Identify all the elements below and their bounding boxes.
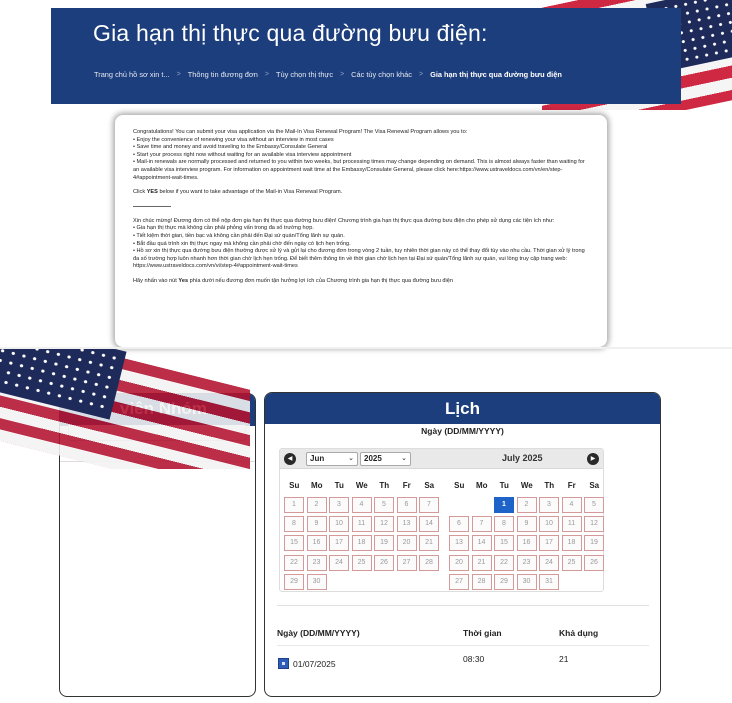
july-day-cell[interactable]: 7 xyxy=(472,516,492,532)
notice-vi-intro: Xin chúc mừng! Đương đơn có thể nộp đơn gia hạn thị thực qua đường bưu điện! Chương trình gia hạn thị thực qua đường bưu điện cho phép sử dụng các tiện ích như: xyxy=(133,217,555,224)
july-day-cell[interactable]: 1 xyxy=(494,497,514,513)
notice-en-bullet: • Enjoy the convenience of renewing your visa without an interview in most cases xyxy=(133,136,334,143)
july-day-cell[interactable]: 16 xyxy=(517,535,537,551)
weekday-label: We xyxy=(355,481,368,490)
july-day-cell[interactable]: 28 xyxy=(472,574,492,590)
june-day-cell[interactable]: 7 xyxy=(419,497,439,513)
weekday-label: Mo xyxy=(310,481,323,490)
july-day-cell[interactable]: 31 xyxy=(539,574,559,590)
weekday-label: Tu xyxy=(499,481,509,490)
notice-en-bullet: • Start your process right now without waiting for an available visa interview appointment xyxy=(133,151,352,158)
weekday-header-june xyxy=(283,481,441,490)
july-day-cell[interactable]: 22 xyxy=(494,555,514,571)
june-day-cell[interactable]: 22 xyxy=(284,555,304,571)
june-day-cell[interactable]: 1 xyxy=(284,497,304,513)
month-select[interactable]: Jun ⌄ xyxy=(306,452,358,466)
july-day-cell[interactable]: 6 xyxy=(449,516,469,532)
july-day-cell[interactable]: 20 xyxy=(449,555,469,571)
chevron-down-icon: ⌄ xyxy=(401,455,407,462)
slot-available-count: 21 xyxy=(559,654,569,664)
notice-en-intro: Congratulations! You can submit your visa application via the Mail-In Visa Renewal Program! The Visa Renewal Program allows you to: xyxy=(133,129,468,135)
page-title: Gia hạn thị thực qua đường bưu điện: xyxy=(93,20,488,46)
july-day-cell[interactable]: 30 xyxy=(517,574,537,590)
calendar-panel-title: Lịch xyxy=(445,399,480,418)
july-day-cell[interactable]: 8 xyxy=(494,516,514,532)
slots-row-divider xyxy=(277,645,649,646)
notice-en-bullet: • Save time and money and avoid traveling to the Embassy/Consulate General xyxy=(133,144,328,151)
july-day-cell[interactable]: 3 xyxy=(539,497,559,513)
breadcrumb-separator-icon: > xyxy=(340,71,345,78)
weekday-label: Th xyxy=(379,481,390,490)
june-day-cell[interactable]: 2 xyxy=(307,497,327,513)
slot-date: 01/07/2025 xyxy=(293,659,336,669)
july-day-cell[interactable]: 2 xyxy=(517,497,537,513)
june-day-cell[interactable]: 17 xyxy=(329,535,349,551)
breadcrumb-item-home[interactable]: Trang chủ hồ sơ xin t... xyxy=(94,70,170,79)
july-day-cell[interactable]: 14 xyxy=(472,535,492,551)
slot-select-checkbox[interactable] xyxy=(278,658,289,669)
june-day-cell[interactable]: 21 xyxy=(419,535,439,551)
june-day-cell[interactable]: 25 xyxy=(352,555,372,571)
june-day-cell[interactable]: 16 xyxy=(307,535,327,551)
slots-header-date: Ngày (DD/MM/YYYY) xyxy=(277,628,360,638)
weekday-label: Tu xyxy=(334,481,344,490)
chevron-down-icon: ⌄ xyxy=(348,455,354,462)
weekday-label: We xyxy=(520,481,533,490)
june-day-cell[interactable]: 15 xyxy=(284,535,304,551)
june-day-cell[interactable]: 29 xyxy=(284,574,304,590)
chevron-left-icon[interactable]: ◀ xyxy=(284,453,296,465)
june-day-cell[interactable]: 30 xyxy=(307,574,327,590)
june-day-cell[interactable]: 13 xyxy=(397,516,417,532)
notice-vi-bullet: • Tiết kiệm thời gian, tiền bạc và không cần phải đến Đại sứ quán/Tổng lãnh sự quán. xyxy=(133,232,345,239)
june-day-cell[interactable]: 24 xyxy=(329,555,349,571)
date-format-label: Ngày (DD/MM/YYYY) xyxy=(421,426,504,436)
july-day-cell[interactable]: 27 xyxy=(449,574,469,590)
notice-vi-cta: Hãy nhấn vào nút Yes phía dưới nếu đương đơn muốn tận hưởng lợi ích của Chương trình gia hạn thị thực qua đường bưu điện xyxy=(133,277,453,284)
july-day-cell[interactable]: 15 xyxy=(494,535,514,551)
july-day-cell[interactable]: 17 xyxy=(539,535,559,551)
june-day-cell[interactable]: 27 xyxy=(397,555,417,571)
weekday-label: Su xyxy=(289,481,300,490)
breadcrumb-separator-icon: > xyxy=(418,71,424,78)
weekday-header-july xyxy=(448,481,606,490)
notice-divider xyxy=(133,206,171,207)
july-day-cell[interactable]: 12 xyxy=(584,516,604,532)
chevron-right-icon[interactable]: ▶ xyxy=(587,453,599,465)
weekday-label: Fr xyxy=(402,481,411,490)
june-day-cell[interactable]: 19 xyxy=(374,535,394,551)
july-day-cell[interactable]: 24 xyxy=(539,555,559,571)
june-day-cell[interactable]: 6 xyxy=(397,497,417,513)
weekday-label: Mo xyxy=(475,481,488,490)
july-day-cell[interactable]: 25 xyxy=(562,555,582,571)
june-day-cell[interactable]: 12 xyxy=(374,516,394,532)
breadcrumb-item-applicant-info[interactable]: Thông tin đương đơn xyxy=(187,70,258,79)
datepicker-header xyxy=(280,449,603,469)
june-day-cell[interactable]: 23 xyxy=(307,555,327,571)
june-day-cell[interactable]: 8 xyxy=(284,516,304,532)
breadcrumb xyxy=(94,70,562,79)
july-day-cell[interactable]: 21 xyxy=(472,555,492,571)
july-day-cell[interactable]: 26 xyxy=(584,555,604,571)
july-day-cell[interactable]: 11 xyxy=(562,516,582,532)
page-header-banner xyxy=(51,8,681,104)
weekday-label: Sa xyxy=(424,481,435,490)
july-day-cell[interactable]: 4 xyxy=(562,497,582,513)
june-day-cell[interactable]: 14 xyxy=(419,516,439,532)
june-day-cell[interactable]: 4 xyxy=(352,497,372,513)
july-day-cell[interactable]: 29 xyxy=(494,574,514,590)
june-day-cell[interactable]: 5 xyxy=(374,497,394,513)
july-day-cell[interactable]: 23 xyxy=(517,555,537,571)
us-flag-decoration xyxy=(0,349,250,469)
july-day-cell[interactable]: 18 xyxy=(562,535,582,551)
july-day-cell[interactable]: 10 xyxy=(539,516,559,532)
weekday-label: Th xyxy=(544,481,555,490)
weekday-label: Su xyxy=(454,481,465,490)
july-day-cell[interactable]: 9 xyxy=(517,516,537,532)
june-day-cell[interactable]: 3 xyxy=(329,497,349,513)
weekday-label: Sa xyxy=(589,481,600,490)
notice-vi-bullet: • Bắt đầu quá trình xin thị thực ngay mà không cần phải chờ đến ngày có lịch hẹn trống. xyxy=(133,240,351,247)
breadcrumb-item-other-options[interactable]: Các tùy chọn khác xyxy=(351,70,412,79)
notice-vi-bullet: • Hồ sơ xin thị thực qua đường bưu điện thường được xử lý và gửi lại cho đương đơn trong vòng 2 tuần, tuy nhiên thời gian này có thể thay đổi tùy vào nhu cầu. Thời gian xử lý trong đa số trường hợp luôn nhanh hơn thời gian chờ lịch hẹn trống. Để biết thêm thông tin về thời gian chờ lịch hẹn tại Đại sứ quán/Tổng lãnh sự quán, vui lòng truy cập trang web: https://www.ustraveldocs.com/vn/vi/step-4#appointment-wait-times xyxy=(133,248,585,270)
breadcrumb-item-current: Gia hạn thị thực qua đường bưu điện xyxy=(430,70,562,79)
weekday-label: Fr xyxy=(567,481,576,490)
notice-vi-bullet: • Gia hạn thị thực mà không cần phải phỏng vấn trong đa số trường hợp. xyxy=(133,225,314,232)
calendar-panel xyxy=(264,392,661,697)
june-day-cell[interactable]: 11 xyxy=(352,516,372,532)
july-day-cell[interactable]: 5 xyxy=(584,497,604,513)
june-day-cell[interactable]: 18 xyxy=(352,535,372,551)
second-month-label: July 2025 xyxy=(502,453,543,463)
notice-en-cta: Click YES below if you want to take advantage of the Mail-in Visa Renewal Program. xyxy=(133,189,343,196)
june-day-cell[interactable]: 10 xyxy=(329,516,349,532)
slots-header-available: Khả dụng xyxy=(559,628,599,638)
breadcrumb-separator-icon: > xyxy=(176,71,181,78)
june-day-cell[interactable]: 28 xyxy=(419,555,439,571)
mail-in-renewal-notice xyxy=(115,115,607,347)
june-day-cell[interactable]: 26 xyxy=(374,555,394,571)
slot-time: 08:30 xyxy=(463,654,485,664)
june-day-cell[interactable]: 20 xyxy=(397,535,417,551)
slots-divider xyxy=(277,605,649,606)
notice-en-bullet: • Mail-in renewals are normally processed and returned to you within two weeks, but processing times may change depending on demand. This is almost always faster than waiting for an available visa interview program. For information on appointment wait time at the Embassy/Consulate General, please click here:https://www.ustraveldocs.com/vn/en/step-4#appointment-wait-times. xyxy=(133,159,585,181)
july-day-cell[interactable]: 13 xyxy=(449,535,469,551)
july-day-cell[interactable]: 19 xyxy=(584,535,604,551)
breadcrumb-separator-icon: > xyxy=(264,71,269,78)
slots-header-time: Thời gian xyxy=(463,628,502,638)
calendar-panel-header xyxy=(265,393,660,424)
breadcrumb-item-visa-options[interactable]: Tùy chọn thị thực xyxy=(275,70,334,79)
datepicker xyxy=(279,448,604,592)
june-day-cell[interactable]: 9 xyxy=(307,516,327,532)
year-select[interactable]: 2025 ⌄ xyxy=(360,452,411,466)
